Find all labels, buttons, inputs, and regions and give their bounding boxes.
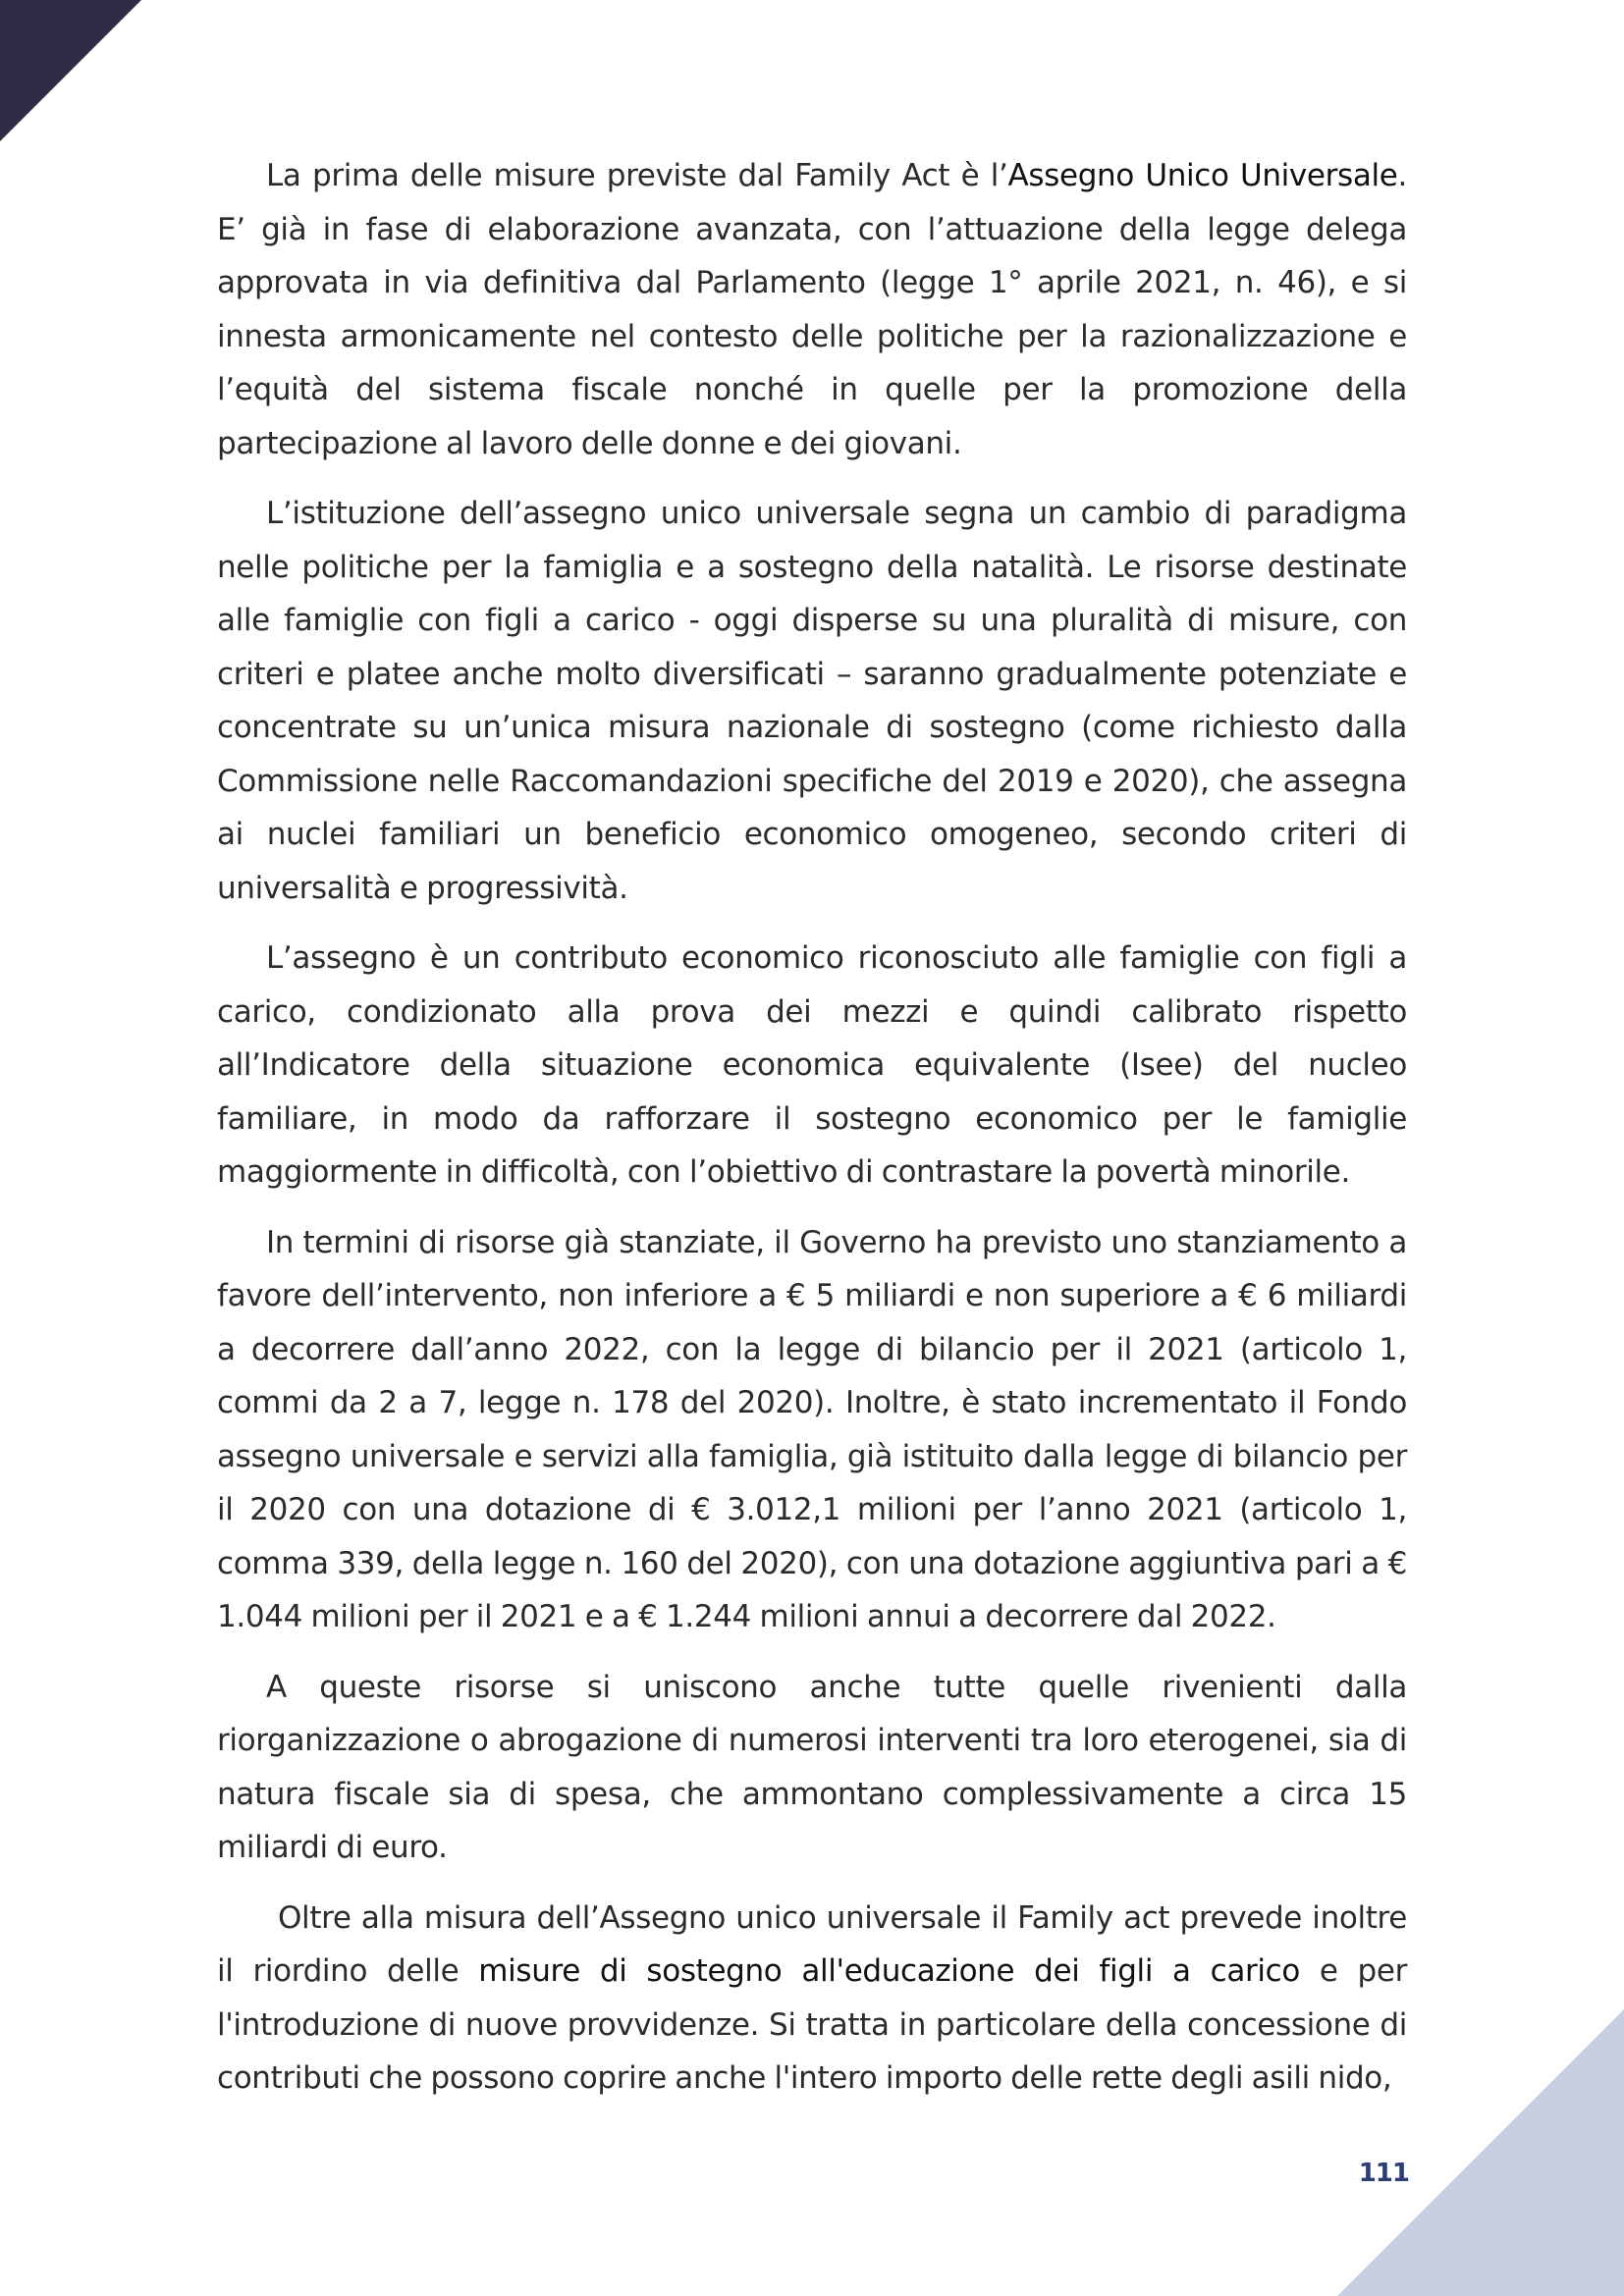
page-number: 111 [1358,2159,1409,2188]
paragraph-contributo: L’assegno è un contributo economico riconosciuto alle famiglie con figli a carico, condizionato alla prova dei mezzi e quindi calibrato rispetto all’Indicatore della situazione economica equivalente (Isee) del nucleo familiare, in modo da rafforzare il sostegno economico per le famiglie maggiormente in difficoltà, con l’obiettivo di contrastare la povertà minorile. [217,940,1407,1190]
paragraph-risorse: In termini di risorse già stanziate, il Governo ha previsto uno stanziamento a favore dell’intervento, non inferiore a € 5 miliardi e non superiore a € 6 miliardi a decorrere dall’anno 2022, con la legge di bilancio per il 2021 (articolo 1, commi da 2 a 7, legge n. 178 del 2020). Inoltre, è stato incrementato il Fondo assegno universale e servizi alla famiglia, già istituito dalla legge di bilancio per il 2020 con una dotazione di € 3.012,1 milioni per l’anno 2021 (articolo 1, comma 339, della legge n. 160 del 2020), con una dotazione aggiuntiva pari a € 1.044 milioni per il 2021 e a € 1.244 milioni annui a decorrere dal 2022. [217,1224,1407,1634]
paragraph-istituzione: L’istituzione dell’assegno unico universale segna un cambio di paradigma nelle politiche per la famiglia e a sostegno della natalità. Le risorse destinate alle famiglie con figli a carico - oggi disperse su una pluralità di misure, con criteri e platee anche molto diversificati – saranno gradualmente potenziate e concentrate su un’unica misura nazionale di sostegno (come richiesto dalla Commissione nelle Raccomandazioni specifiche del 2019 e 2020), che assegna ai nuclei familiari un beneficio economico omogeneo, secondo criteri di universalità e progressività. [217,496,1407,906]
highlighted-term: Assegno Unico Universale [1007,158,1398,193]
paragraph-text: La prima delle misure previste dal Family Act è l’ [266,158,1008,193]
highlighted-term: misure di sostegno all'educazione dei figli a carico [478,1953,1300,1989]
paragraph-text: . E’ già in fase di elaborazione avanzata, con l’attuazione della legge delega approvata in via definitiva dal Parlamento (legge 1° aprile 2021, n. 46), e si innesta armonicamente nel contesto delle politiche per la razionalizzazione e l’equità del sistema fiscale nonché in quelle per la promozione della partecipazione al lavoro delle donne e dei giovani. [217,158,1407,461]
paragraph-text: Oltre alla misura dell’Assegno unico universale il Family act prevede inoltre il riordino delle [217,1899,1407,1989]
paragraph-assegno-unico [217,149,1407,470]
paragraph-text: e per l'introduzione di nuove provvidenze. Si tratta in particolare della concessione di contributi che possono coprire anche l'intero importo delle rette degli asili nido, [217,1953,1407,2096]
paragraph-riorganizzazione: A queste risorse si uniscono anche tutte quelle rivenienti dalla riorganizzazione o abrogazione di numerosi interventi tra loro eterogenei, sia di natura fiscale sia di spesa, che ammontano complessivamente a circa 15 miliardi di euro. [217,1669,1407,1865]
page-body [217,149,1407,2122]
paragraph-educazione [217,1892,1407,2106]
corner-decoration-top-left [0,0,141,141]
